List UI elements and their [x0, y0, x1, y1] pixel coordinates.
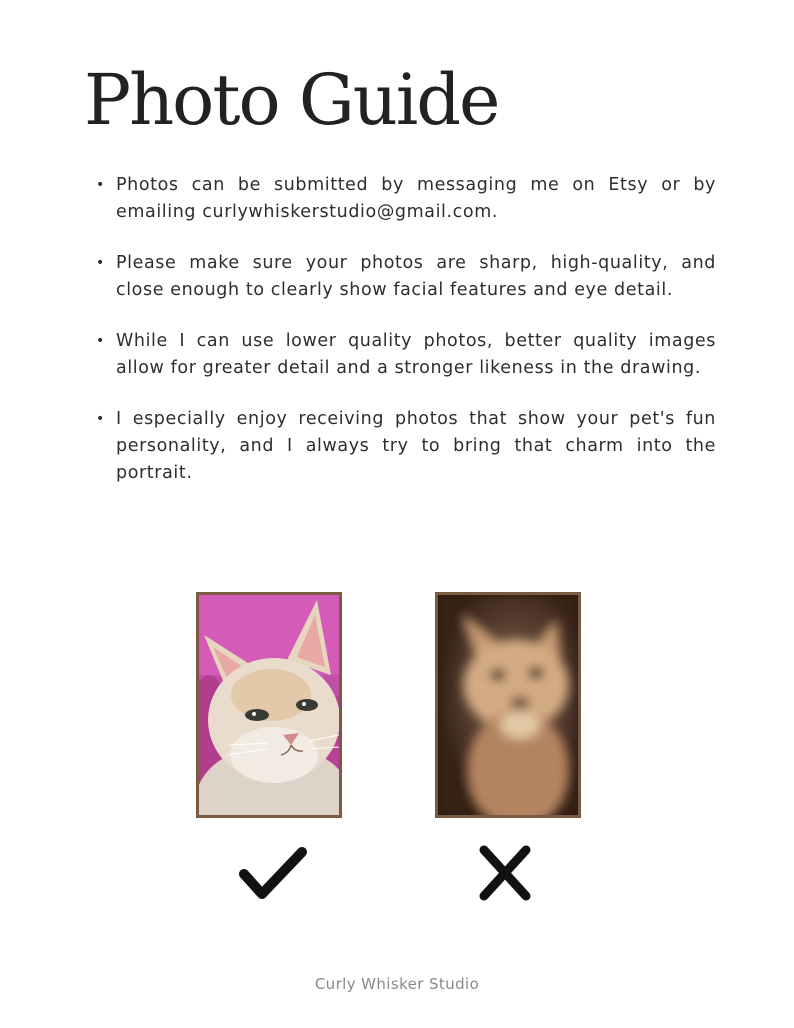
- x-icon: [470, 842, 542, 904]
- bullet-dot: •: [96, 177, 105, 193]
- sharp-kitten-image: [199, 595, 339, 815]
- bullet-dot: •: [96, 333, 105, 349]
- guideline-text: I especially enjoy receiving photos that show your pet's fun personality, and I always try to bring that charm into the portrait.: [116, 409, 716, 483]
- bullet-dot: •: [96, 411, 105, 427]
- good-example-photo: [196, 592, 342, 818]
- page-title: Photo Guide: [84, 59, 499, 141]
- guideline-item: [96, 406, 716, 487]
- bullet-dot: •: [96, 255, 105, 271]
- guideline-text: Photos can be submitted by messaging me on Etsy or by emailing curlywhiskerstudio@gmail.com.: [116, 175, 716, 222]
- guideline-item: [96, 328, 716, 382]
- footer-brand: Curly Whisker Studio: [314, 975, 480, 993]
- guideline-text: While I can use lower quality photos, better quality images allow for greater detail and a stronger likeness in the drawing.: [116, 331, 716, 378]
- guideline-list: [96, 172, 716, 511]
- bad-example-photo: [435, 592, 581, 818]
- guideline-text: Please make sure your photos are sharp, high-quality, and close enough to clearly show facial features and eye detail.: [116, 253, 716, 300]
- guideline-item: [96, 172, 716, 226]
- blurry-cat-image: [438, 595, 578, 815]
- guideline-item: [96, 250, 716, 304]
- check-icon: [236, 842, 308, 904]
